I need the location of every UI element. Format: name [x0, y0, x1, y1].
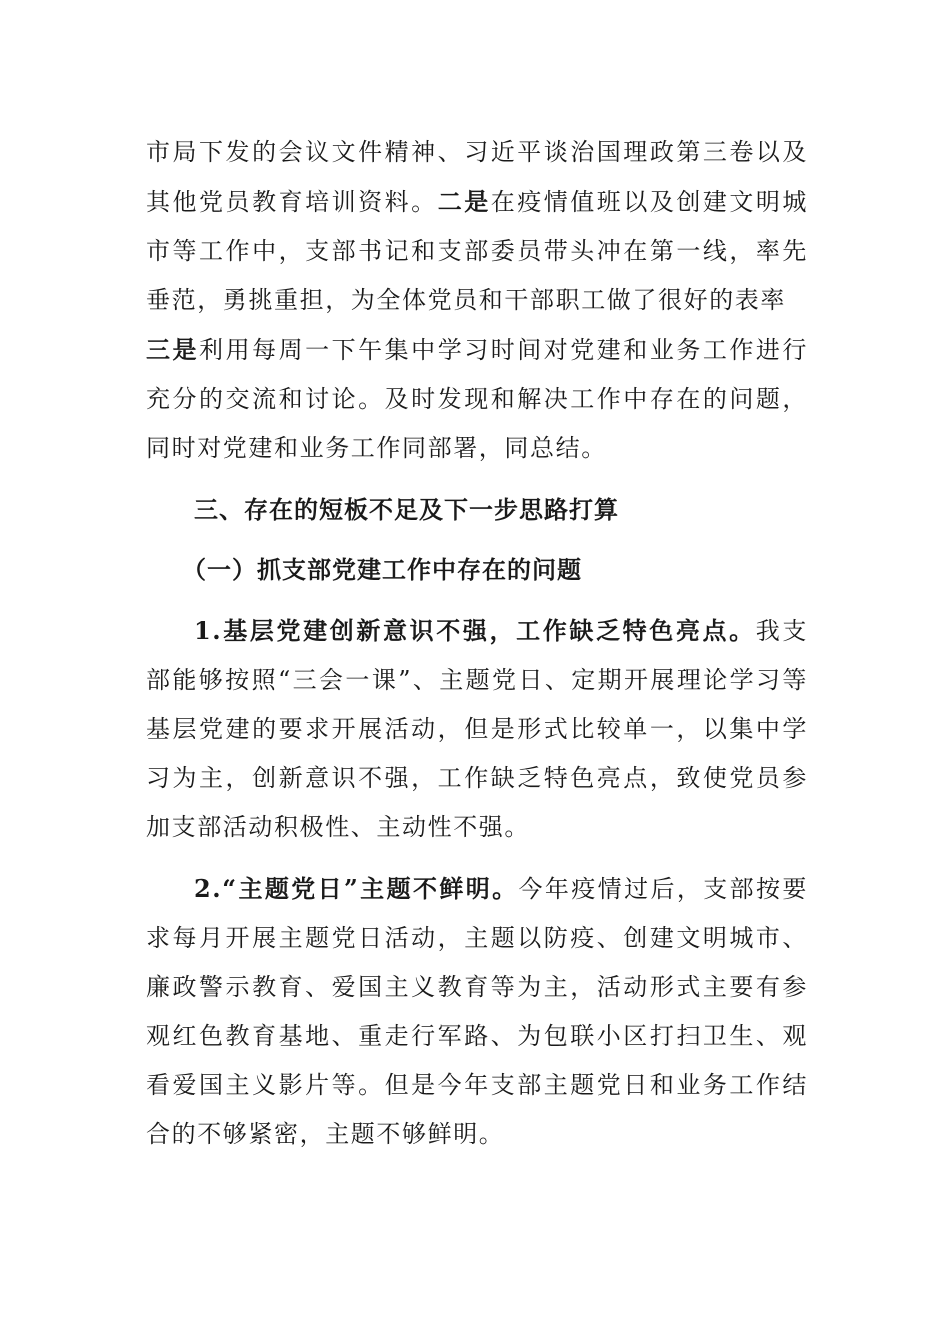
issue-body-2: 今年疫情过后，支部按要求每月开展主题党日活动，主题以防疫、创建文明城市、廉政警示教育、爱国主义教育等为主，活动形式主要有参观红色教育基地、重走行军路、为包联小区打扫卫生、观看爱国主义影片等。但是今年支部主题党日和业务工作结合的不够紧密，主题不够鲜明。	[146, 875, 808, 1148]
issue-item-1	[146, 606, 808, 852]
paragraph-bold-marker-3: 三是	[146, 335, 200, 364]
issue-item-2	[146, 864, 808, 1159]
document-page	[146, 128, 808, 1159]
subsection-heading: （一）抓支部党建工作中存在的问题	[182, 555, 582, 584]
paragraph-text-3: 利用每周一下午集中学习时间对党建和业务工作进行充分的交流和讨论。及时发现和解决工作中存在的问题，同时对党建和业务工作同部署，同总结。	[146, 336, 808, 462]
continued-paragraph	[146, 128, 808, 473]
paragraph-text-1: 市局下发的会议文件精神、习近平谈治国理政第三卷以及其他党员教育培训资料。	[146, 138, 808, 216]
issue-body-1: 我支部能够按照“三会一课”、主题党日、定期开展理论学习等基层党建的要求开展活动，但是形式比较单一，以集中学习为主，创新意识不强，工作缺乏特色亮点，致使党员参加支部活动积极性、主动性不强。	[146, 617, 808, 841]
issue-title-1: 1.基层党建创新意识不强，工作缺乏特色亮点。	[194, 616, 756, 645]
issue-title-2: 2.“主题党日”主题不鲜明。	[194, 874, 519, 903]
paragraph-bold-marker-2: 二是	[437, 187, 491, 216]
section-heading: 三、存在的短板不足及下一步思路打算	[194, 496, 619, 524]
paragraph-text-2: 在疫情值班以及创建文明城市等工作中，支部书记和支部委员带头冲在第一线，率先垂范，勇挑重担，为全体党员和干部职工做了很好的表率	[146, 188, 809, 314]
